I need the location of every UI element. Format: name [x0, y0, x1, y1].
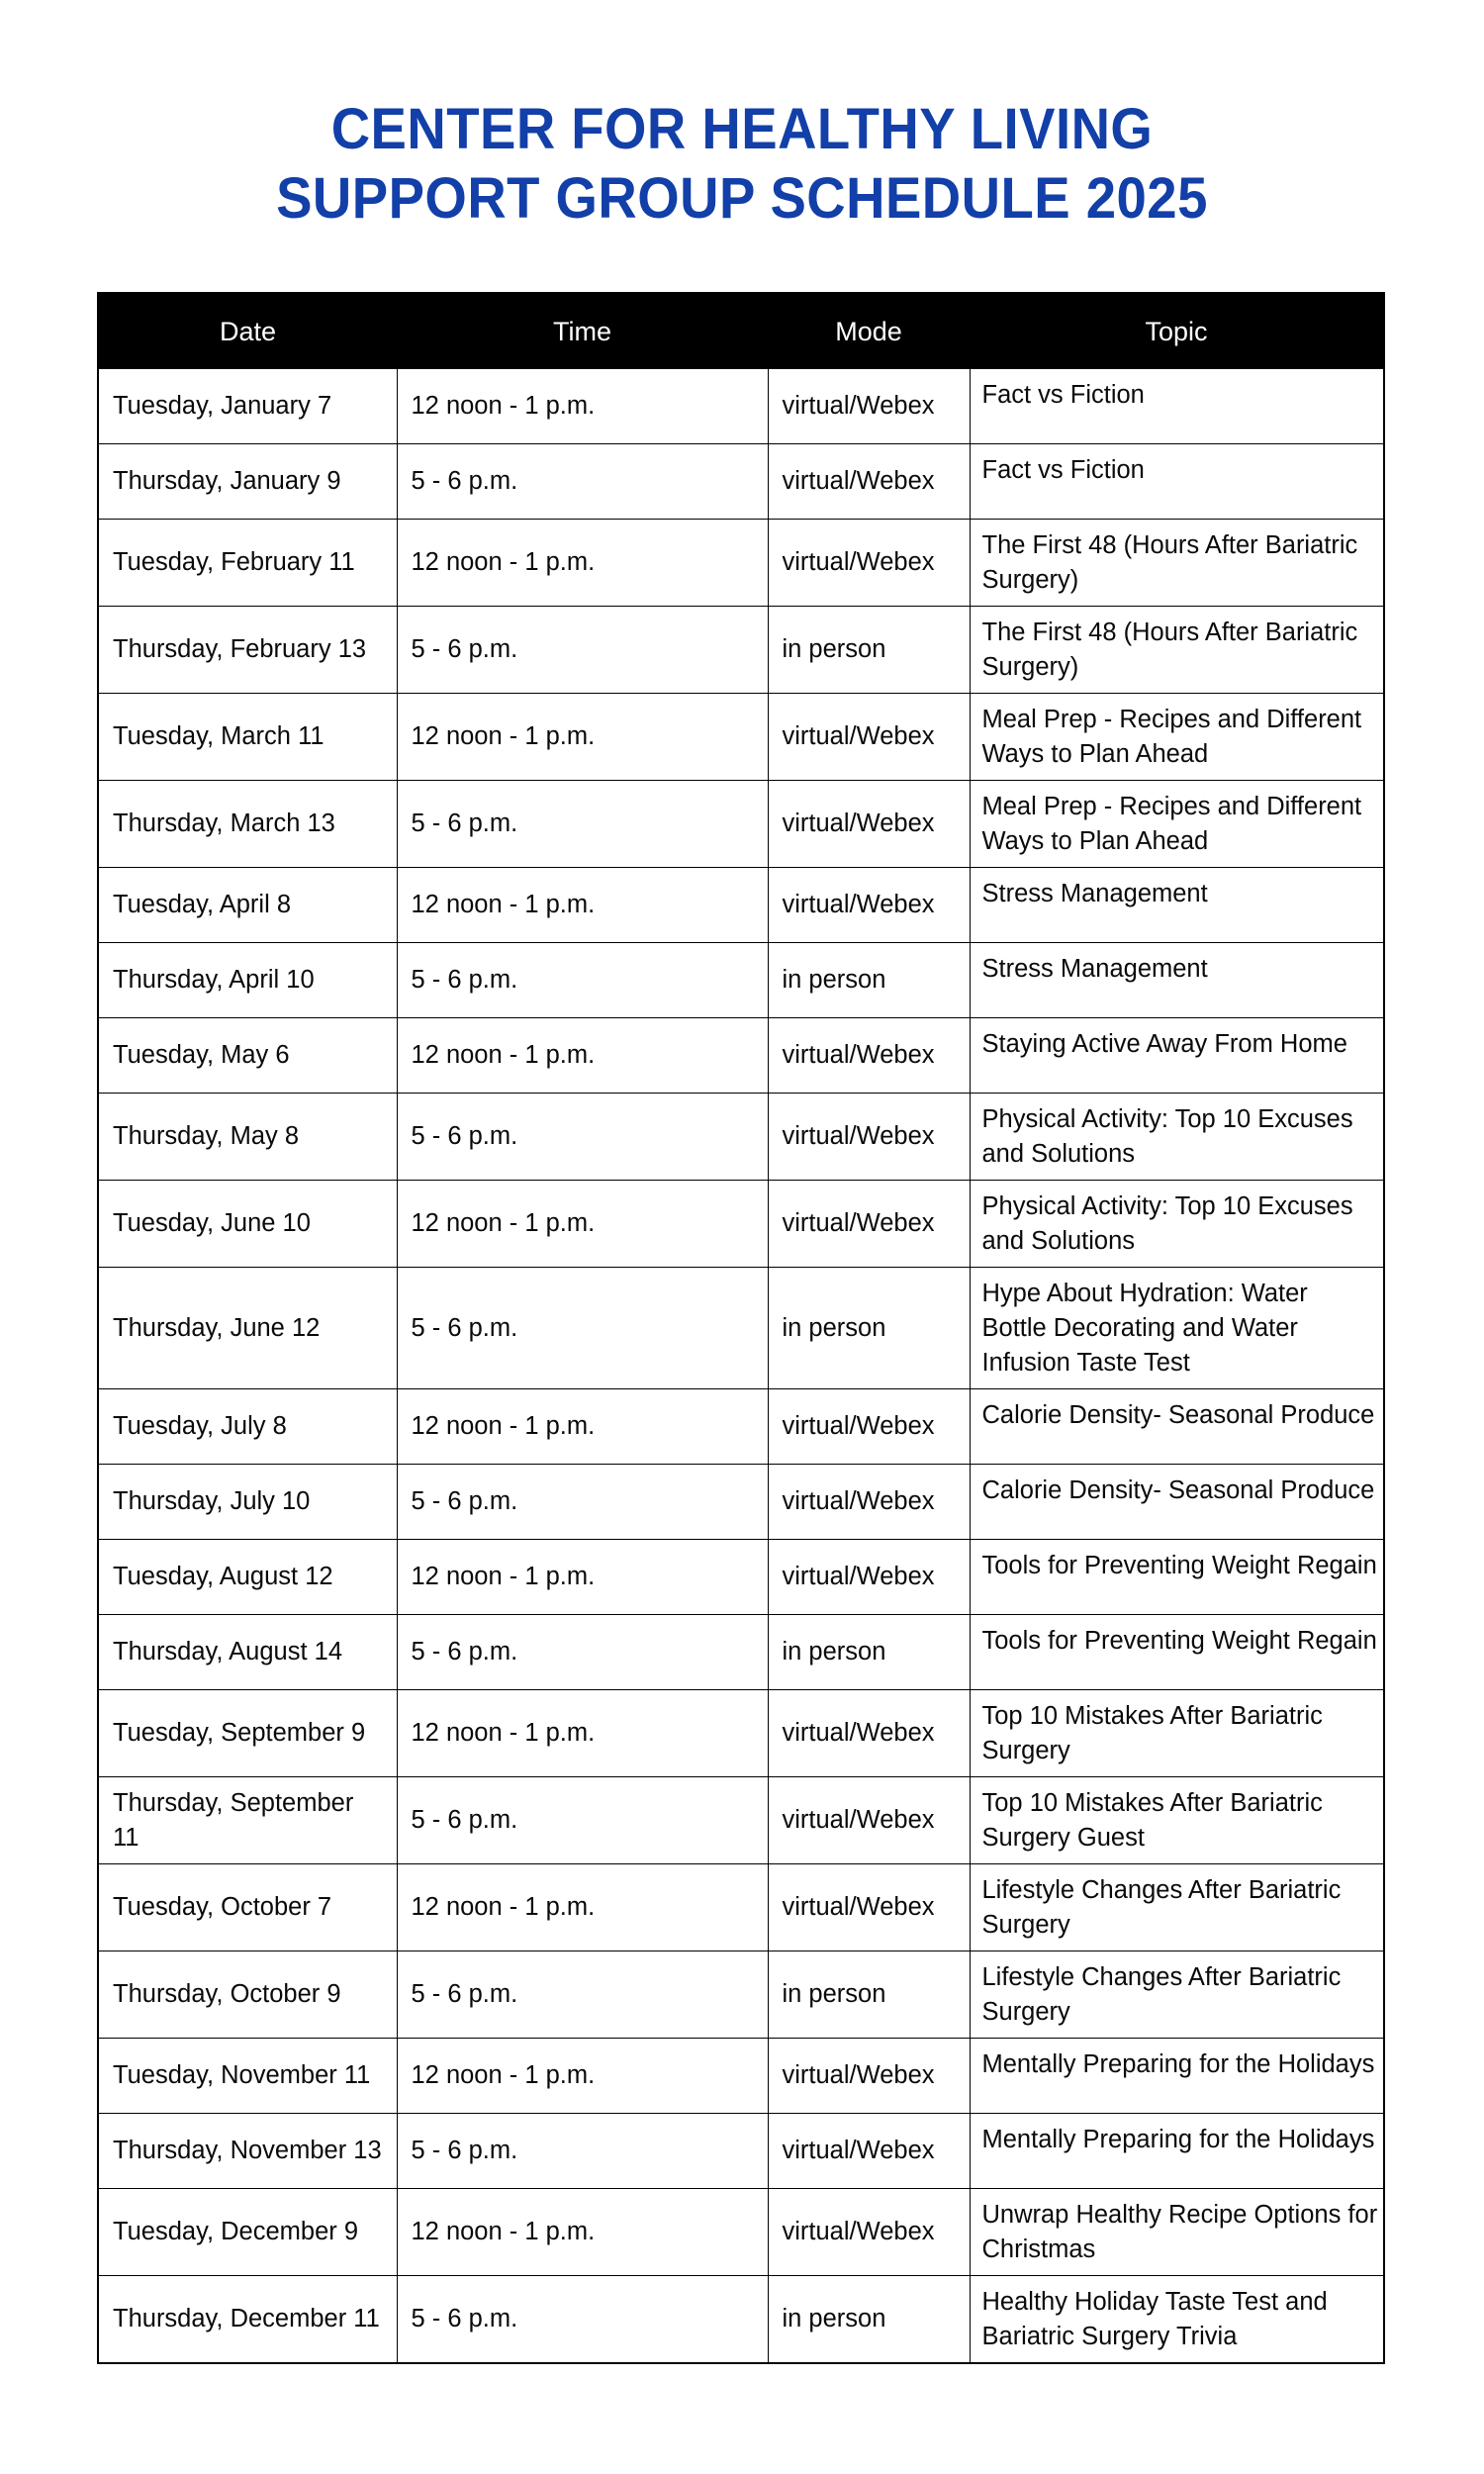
- cell-mode: in person: [768, 1268, 970, 1389]
- table-row: [98, 444, 1384, 520]
- cell-time: 5 - 6 p.m.: [397, 2114, 768, 2189]
- table-row: [98, 943, 1384, 1018]
- cell-mode: virtual/Webex: [768, 444, 970, 520]
- cell-time: 12 noon - 1 p.m.: [397, 1389, 768, 1465]
- cell-time: 5 - 6 p.m.: [397, 943, 768, 1018]
- table-body: [98, 369, 1384, 2364]
- cell-time: 12 noon - 1 p.m.: [397, 1864, 768, 1951]
- cell-time: 5 - 6 p.m.: [397, 781, 768, 868]
- page-title-line-1: CENTER FOR HEALTHY LIVING: [330, 97, 1154, 161]
- cell-date: Tuesday, September 9: [98, 1690, 397, 1777]
- cell-time: 5 - 6 p.m.: [397, 607, 768, 694]
- column-header-time: Time: [397, 293, 768, 369]
- table-header-row: [98, 293, 1384, 369]
- cell-topic: Calorie Density- Seasonal Produce: [970, 1465, 1384, 1540]
- cell-time: 12 noon - 1 p.m.: [397, 520, 768, 607]
- table-row: [98, 1268, 1384, 1389]
- cell-mode: virtual/Webex: [768, 520, 970, 607]
- cell-date: Thursday, August 14: [98, 1615, 397, 1690]
- cell-date: Tuesday, March 11: [98, 694, 397, 781]
- table-row: [98, 1540, 1384, 1615]
- column-header-mode: Mode: [768, 293, 970, 369]
- cell-date: Thursday, April 10: [98, 943, 397, 1018]
- cell-topic: Mentally Preparing for the Holidays: [970, 2039, 1384, 2114]
- page-title: [0, 95, 1484, 234]
- cell-date: Thursday, November 13: [98, 2114, 397, 2189]
- cell-date: Tuesday, February 11: [98, 520, 397, 607]
- cell-topic: Meal Prep - Recipes and Different Ways to Plan Ahead: [970, 781, 1384, 868]
- cell-date: Tuesday, April 8: [98, 868, 397, 943]
- cell-time: 5 - 6 p.m.: [397, 1465, 768, 1540]
- cell-date: Tuesday, July 8: [98, 1389, 397, 1465]
- cell-date: Thursday, July 10: [98, 1465, 397, 1540]
- cell-date: Thursday, June 12: [98, 1268, 397, 1389]
- schedule-table-wrapper: [97, 292, 1383, 2364]
- cell-topic: Tools for Preventing Weight Regain: [970, 1540, 1384, 1615]
- cell-mode: in person: [768, 2276, 970, 2364]
- cell-topic: Physical Activity: Top 10 Excuses and Solutions: [970, 1181, 1384, 1268]
- cell-time: 5 - 6 p.m.: [397, 1094, 768, 1181]
- cell-mode: virtual/Webex: [768, 781, 970, 868]
- table-row: [98, 2189, 1384, 2276]
- cell-mode: virtual/Webex: [768, 369, 970, 444]
- cell-date: Thursday, January 9: [98, 444, 397, 520]
- column-header-topic: Topic: [970, 293, 1384, 369]
- cell-topic: Top 10 Mistakes After Bariatric Surgery: [970, 1690, 1384, 1777]
- cell-topic: Unwrap Healthy Recipe Options for Christmas: [970, 2189, 1384, 2276]
- cell-date: Thursday, October 9: [98, 1951, 397, 2039]
- table-row: [98, 2039, 1384, 2114]
- cell-time: 5 - 6 p.m.: [397, 1268, 768, 1389]
- table-row: [98, 1465, 1384, 1540]
- cell-time: 12 noon - 1 p.m.: [397, 2189, 768, 2276]
- cell-time: 12 noon - 1 p.m.: [397, 1540, 768, 1615]
- cell-date: Thursday, December 11: [98, 2276, 397, 2364]
- cell-time: 5 - 6 p.m.: [397, 1777, 768, 1864]
- cell-time: 5 - 6 p.m.: [397, 2276, 768, 2364]
- cell-mode: virtual/Webex: [768, 1540, 970, 1615]
- cell-time: 12 noon - 1 p.m.: [397, 1181, 768, 1268]
- cell-mode: virtual/Webex: [768, 1864, 970, 1951]
- cell-mode: virtual/Webex: [768, 2039, 970, 2114]
- table-row: [98, 2114, 1384, 2189]
- cell-time: 5 - 6 p.m.: [397, 444, 768, 520]
- cell-mode: in person: [768, 943, 970, 1018]
- cell-date: Thursday, February 13: [98, 607, 397, 694]
- table-row: [98, 1094, 1384, 1181]
- table-row: [98, 1018, 1384, 1094]
- cell-mode: virtual/Webex: [768, 1018, 970, 1094]
- cell-topic: Staying Active Away From Home: [970, 1018, 1384, 1094]
- table-row: [98, 1690, 1384, 1777]
- cell-time: 12 noon - 1 p.m.: [397, 868, 768, 943]
- cell-mode: virtual/Webex: [768, 694, 970, 781]
- cell-time: 12 noon - 1 p.m.: [397, 1690, 768, 1777]
- cell-time: 5 - 6 p.m.: [397, 1615, 768, 1690]
- table-header: [98, 293, 1384, 369]
- table-row: [98, 1777, 1384, 1864]
- cell-topic: The First 48 (Hours After Bariatric Surgery): [970, 607, 1384, 694]
- cell-date: Tuesday, January 7: [98, 369, 397, 444]
- cell-topic: Fact vs Fiction: [970, 369, 1384, 444]
- cell-topic: Lifestyle Changes After Bariatric Surgery: [970, 1951, 1384, 2039]
- table-row: [98, 868, 1384, 943]
- cell-topic: Physical Activity: Top 10 Excuses and Solutions: [970, 1094, 1384, 1181]
- cell-date: Thursday, March 13: [98, 781, 397, 868]
- cell-date: Thursday, September 11: [98, 1777, 397, 1864]
- table-row: [98, 1181, 1384, 1268]
- table-row: [98, 607, 1384, 694]
- cell-topic: Meal Prep - Recipes and Different Ways to Plan Ahead: [970, 694, 1384, 781]
- cell-date: Tuesday, May 6: [98, 1018, 397, 1094]
- cell-topic: Tools for Preventing Weight Regain: [970, 1615, 1384, 1690]
- table-row: [98, 781, 1384, 868]
- cell-mode: virtual/Webex: [768, 2114, 970, 2189]
- cell-mode: virtual/Webex: [768, 1690, 970, 1777]
- cell-mode: virtual/Webex: [768, 1777, 970, 1864]
- cell-time: 5 - 6 p.m.: [397, 1951, 768, 2039]
- cell-topic: Stress Management: [970, 943, 1384, 1018]
- column-header-date: Date: [98, 293, 397, 369]
- cell-topic: Healthy Holiday Taste Test and Bariatric Surgery Trivia: [970, 2276, 1384, 2364]
- cell-date: Tuesday, August 12: [98, 1540, 397, 1615]
- table-row: [98, 369, 1384, 444]
- cell-time: 12 noon - 1 p.m.: [397, 1018, 768, 1094]
- cell-mode: virtual/Webex: [768, 868, 970, 943]
- table-row: [98, 520, 1384, 607]
- cell-mode: virtual/Webex: [768, 1465, 970, 1540]
- cell-topic: Hype About Hydration: Water Bottle Decorating and Water Infusion Taste Test: [970, 1268, 1384, 1389]
- cell-mode: in person: [768, 607, 970, 694]
- table-row: [98, 694, 1384, 781]
- table-row: [98, 1864, 1384, 1951]
- cell-mode: virtual/Webex: [768, 1094, 970, 1181]
- schedule-table: [97, 292, 1385, 2364]
- cell-date: Tuesday, June 10: [98, 1181, 397, 1268]
- cell-topic: Fact vs Fiction: [970, 444, 1384, 520]
- cell-mode: virtual/Webex: [768, 2189, 970, 2276]
- cell-topic: Stress Management: [970, 868, 1384, 943]
- table-row: [98, 2276, 1384, 2364]
- page-title-line-2: SUPPORT GROUP SCHEDULE 2025: [276, 166, 1208, 231]
- cell-time: 12 noon - 1 p.m.: [397, 694, 768, 781]
- cell-date: Thursday, May 8: [98, 1094, 397, 1181]
- cell-mode: in person: [768, 1951, 970, 2039]
- cell-mode: virtual/Webex: [768, 1181, 970, 1268]
- cell-date: Tuesday, December 9: [98, 2189, 397, 2276]
- cell-topic: Lifestyle Changes After Bariatric Surgery: [970, 1864, 1384, 1951]
- cell-date: Tuesday, November 11: [98, 2039, 397, 2114]
- cell-topic: The First 48 (Hours After Bariatric Surgery): [970, 520, 1384, 607]
- cell-mode: virtual/Webex: [768, 1389, 970, 1465]
- cell-date: Tuesday, October 7: [98, 1864, 397, 1951]
- cell-topic: Calorie Density- Seasonal Produce: [970, 1389, 1384, 1465]
- cell-mode: in person: [768, 1615, 970, 1690]
- cell-time: 12 noon - 1 p.m.: [397, 369, 768, 444]
- cell-topic: Top 10 Mistakes After Bariatric Surgery Guest: [970, 1777, 1384, 1864]
- table-row: [98, 1615, 1384, 1690]
- cell-topic: Mentally Preparing for the Holidays: [970, 2114, 1384, 2189]
- cell-time: 12 noon - 1 p.m.: [397, 2039, 768, 2114]
- table-row: [98, 1951, 1384, 2039]
- table-row: [98, 1389, 1384, 1465]
